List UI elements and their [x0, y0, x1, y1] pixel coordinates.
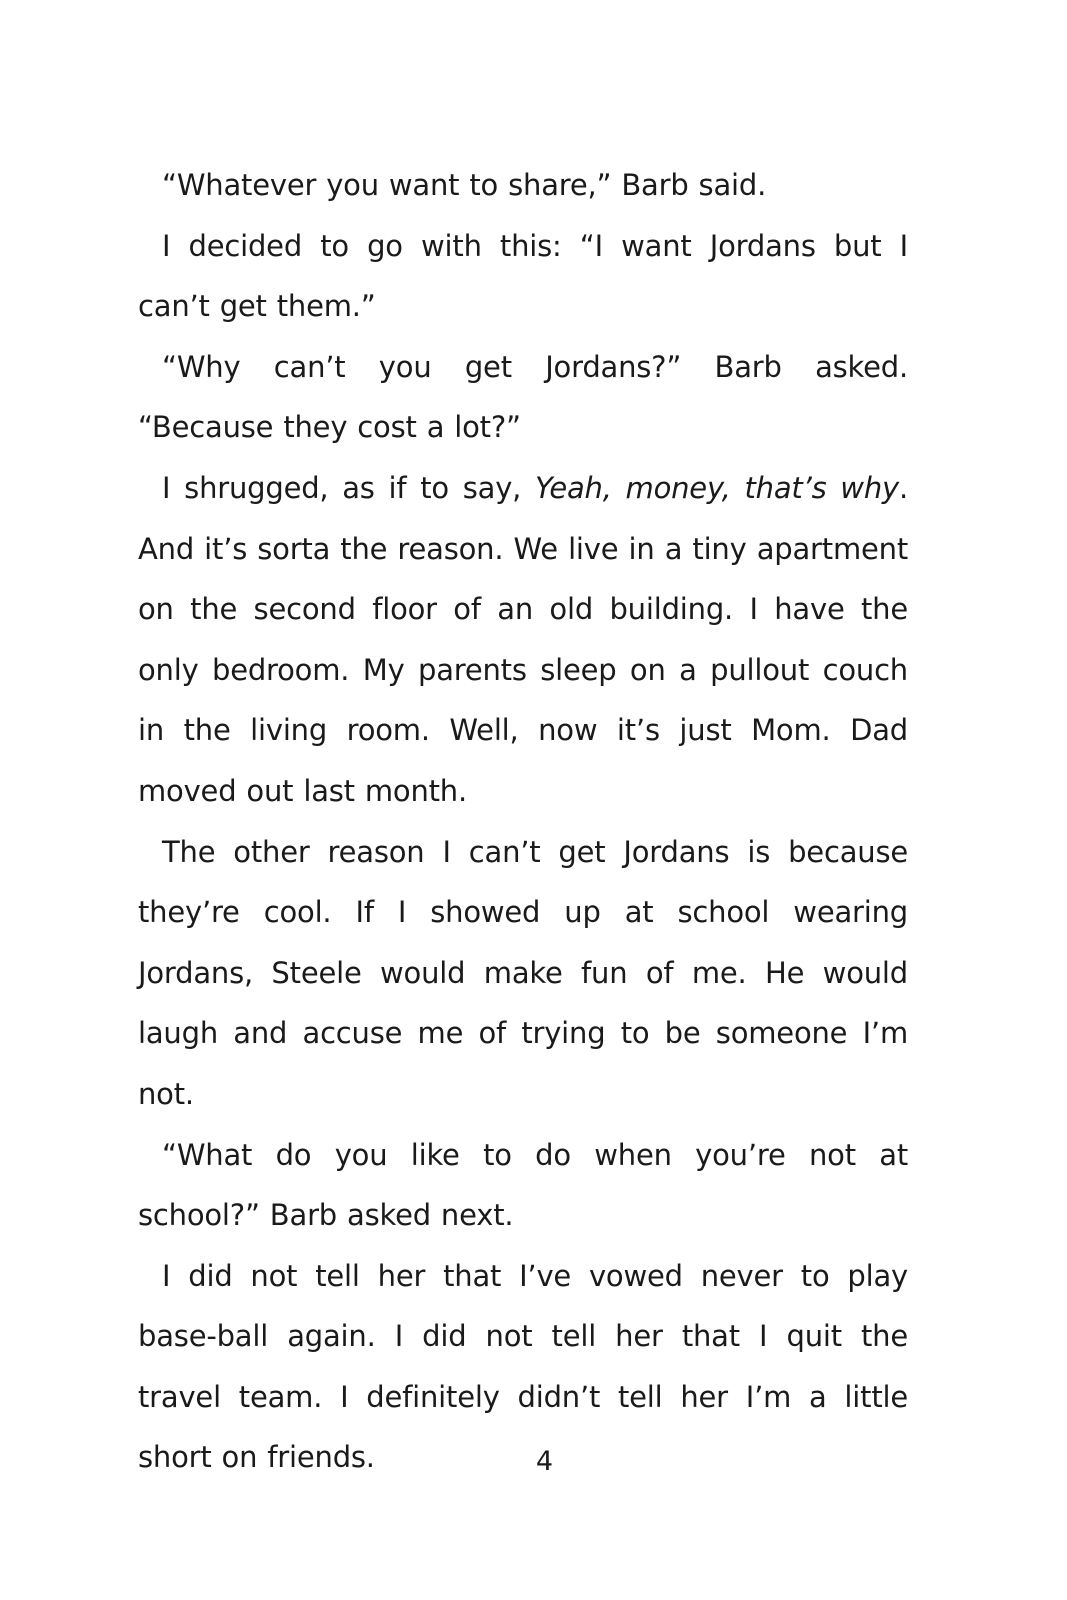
- paragraph-4-start: I shrugged, as if to say,: [162, 470, 535, 505]
- paragraph-4-italic-thought: Yeah, money, that’s why: [534, 470, 899, 505]
- paragraph-1: “Whatever you want to share,” Barb said.: [162, 168, 767, 202]
- paragraph-5: The other reason I can’t get Jordans is because they’re cool. If I showed up at school wearing Jordans, Steele would make fun of me. He would laugh and accuse me of trying to be someone I’m not.: [138, 834, 908, 1111]
- paragraph-2: I decided to go with this: “I want Jordans but I can’t get them.”: [138, 228, 908, 324]
- paragraph-3: “Why can’t you get Jordans?” Barb asked. “Because they cost a lot?”: [138, 349, 908, 445]
- book-page-text: [138, 155, 908, 1488]
- paragraph-4: [138, 458, 908, 822]
- page-number: 4: [535, 1446, 554, 1477]
- paragraph-6: “What do you like to do when you’re not at school?” Barb asked next.: [138, 1137, 908, 1233]
- paragraph-4-end: . And it’s sorta the reason. We live in a tiny apartment on the second floor of an old building. I have the only bedroom. My parents sleep on a pullout couch in the living room. Well, now it’s just Mom. Dad moved out last month.: [138, 470, 908, 808]
- paragraph-7: I did not tell her that I’ve vowed never to play base-ball again. I did not tell her that I quit the travel team. I definitely didn’t tell her I’m a little short on friends.: [138, 1258, 908, 1475]
